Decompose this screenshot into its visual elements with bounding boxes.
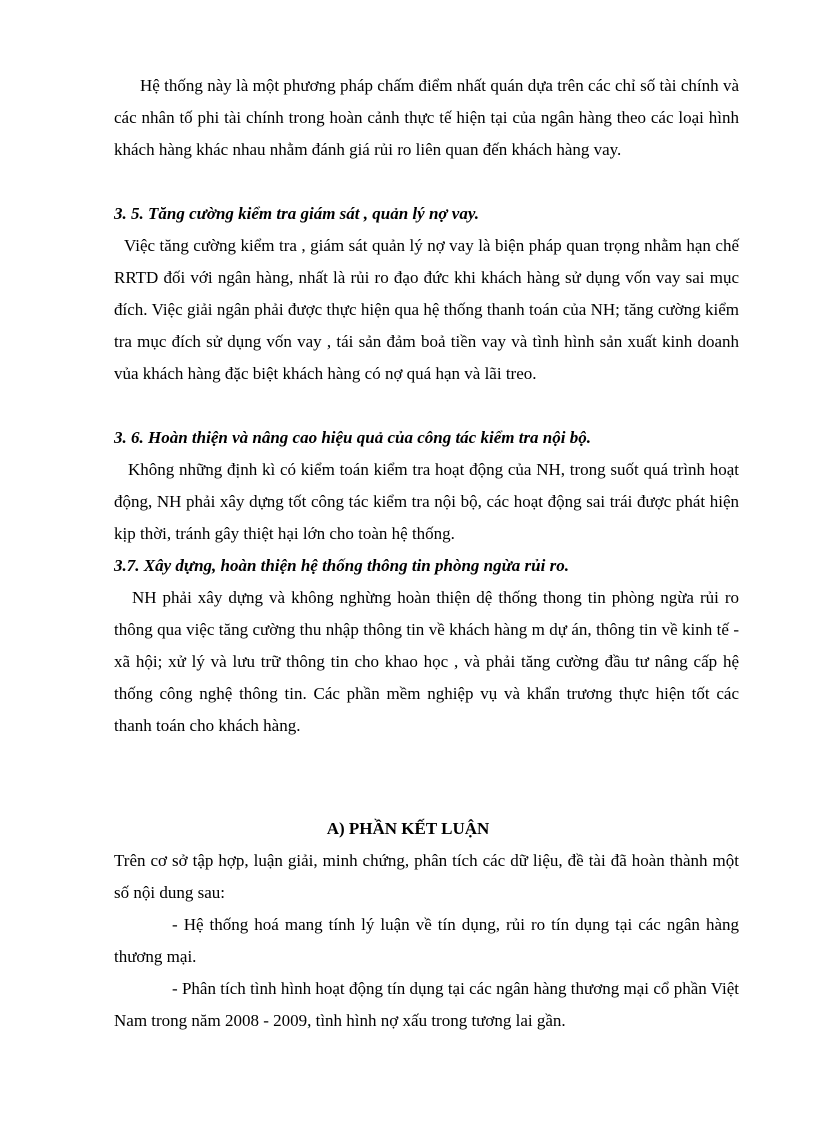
heading-section-3-6: 3. 6. Hoàn thiện và nâng cao hiệu quả của công tác kiểm tra nội bộ.	[114, 428, 591, 447]
list-item-bullet-2: - Phân tích tình hình hoạt động tín dụng tại các ngân hàng thương mại cổ phần Việt Nam trong năm 2008 - 2009, tình hình nợ xấu trong tương lai gần.	[114, 979, 739, 1030]
paragraph-loan-supervision: Việc tăng cường kiểm tra , giám sát quản lý nợ vay là biện pháp quan trọng nhằm hạn chế RRTD đối với ngân hàng, nhất là rủi ro đạo đức khi khách hàng sử dụng vốn vay sai mục đích. Việc giải ngân phải được thực hiện qua hệ thống thanh toán của NH; tăng cường kiểm tra mục đích sử dụng vốn vay , tái sản đảm boả tiền vay và tình hình sản xuất kinh doanh vủa khách hàng đặc biệt khách hàng có nợ quá hạn và lãi treo.	[114, 236, 739, 383]
heading-section-3-7: 3.7. Xây dựng, hoàn thiện hệ thống thông tin phòng ngừa rủi ro.	[114, 556, 569, 575]
paragraph-conclusion-intro: Trên cơ sở tập hợp, luận giải, minh chứng, phân tích các dữ liệu, đề tài đã hoàn thành một số nội dung sau:	[114, 851, 739, 902]
list-item-bullet-1: - Hệ thống hoá mang tính lý luận về tín dụng, rủi ro tín dụng tại các ngân hàng thương mại.	[114, 915, 739, 966]
conclusion-title: A) PHẦN KẾT LUẬN	[326, 819, 490, 838]
heading-section-3-5: 3. 5. Tăng cường kiểm tra giám sát , quản lý nợ vay.	[114, 204, 479, 223]
paragraph-internal-audit: Không những định kì có kiểm toán kiểm tra hoạt động của NH, trong suốt quá trình hoạt động, NH phải xây dựng tốt công tác kiểm tra nội bộ, các hoạt động sai trái được phát hiện kịp thời, tránh gây thiệt hại lớn cho toàn hệ thống.	[114, 460, 739, 543]
paragraph-scoring-system: Hệ thống này là một phương pháp chấm điểm nhất quán dựa trên các chỉ số tài chính và các nhân tố phi tài chính trong hoàn cảnh thực tế hiện tại của ngân hàng theo các loại hình khách hàng khác nhau nhằm đánh giá rủi ro liên quan đến khách hàng vay.	[114, 76, 739, 159]
paragraph-risk-information-system: NH phải xây dựng và không nghừng hoàn thiện dệ thống thong tin phòng ngừa rủi ro thông qua việc tăng cường thu nhập thông tin về khách hàng m dự án, thông tin về kinh tế - xã hội; xử lý và lưu trữ thông tin cho khao học , và phải tăng cường đầu tư nâng cấp hệ thống công nghệ thông tin. Các phần mềm nghiệp vụ và khẩn trương thực hiện tốt các thanh toán cho khách hàng.	[114, 588, 739, 735]
